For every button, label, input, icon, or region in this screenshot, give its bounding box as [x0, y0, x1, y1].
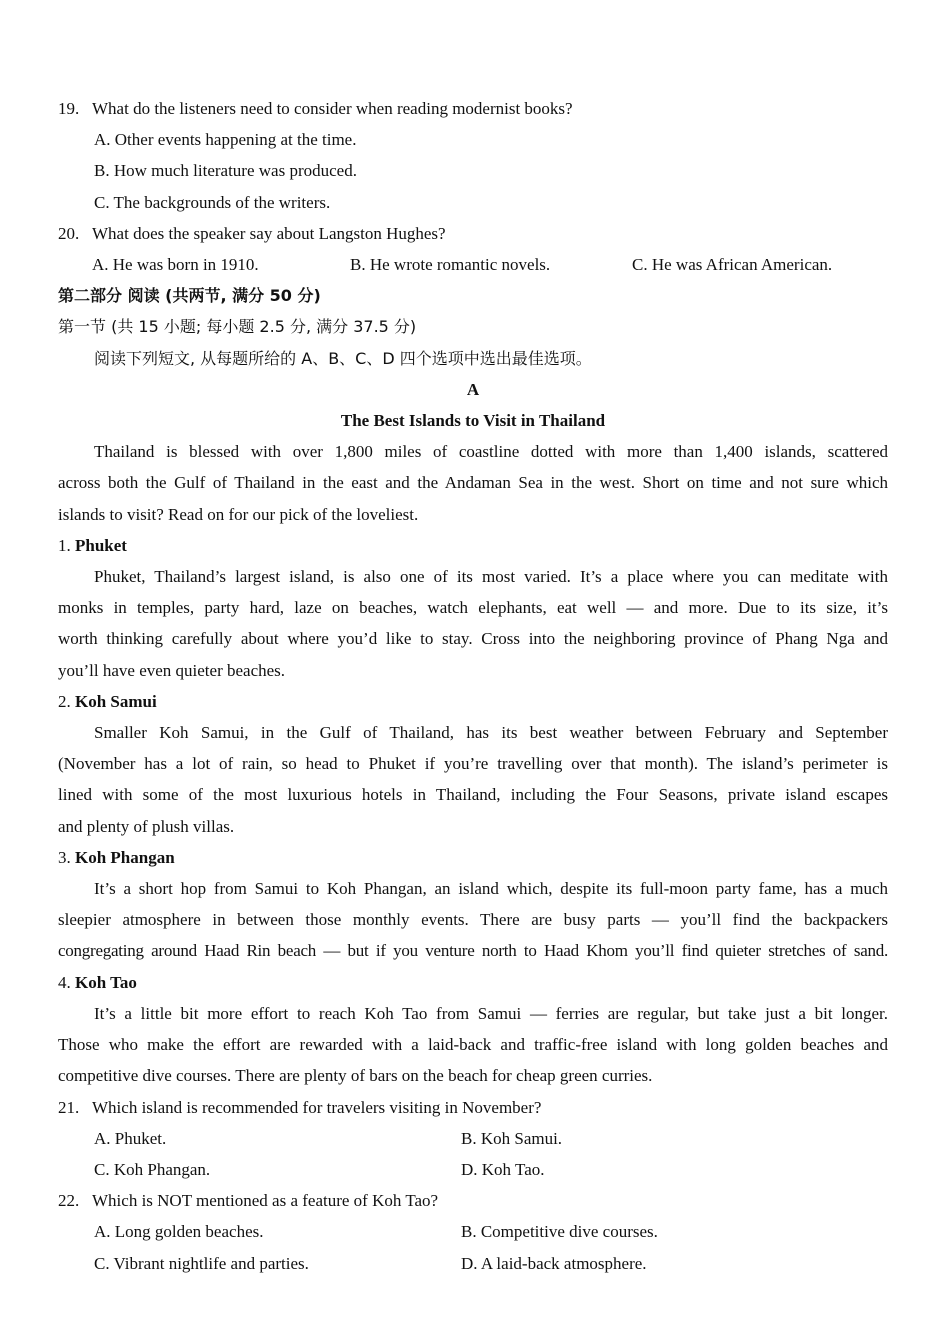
section-name: Koh Tao [75, 972, 137, 992]
section-heading-koh-phangan [58, 842, 888, 873]
question-22 [58, 1185, 888, 1216]
intro-line: islands to visit? Read on for our pick of the loveliest. [58, 504, 419, 524]
section-name: Phuket [75, 535, 127, 555]
q19-option-c: C. The backgrounds of the writers. [94, 192, 331, 212]
section-number: 3. [58, 847, 71, 867]
section-name: Koh Phangan [75, 847, 175, 867]
question-number: 19. [58, 99, 80, 118]
q20-option-a: A. He was born in 1910. [92, 255, 259, 275]
q20-option-c: C. He was African American. [632, 255, 833, 275]
question-number: 21. [58, 1097, 80, 1117]
q22-option-b: B. Competitive dive courses. [461, 1222, 658, 1242]
paragraph-line: monks in temples, party hard, laze on beaches, watch elephants, eat well — and more. Due to its size, it’s [58, 598, 888, 618]
q20-option-b: B. He wrote romantic novels. [350, 255, 551, 275]
question-text: What does the speaker say about Langston Hughes? [92, 223, 446, 243]
paragraph-line: lined with some of the most luxurious hotels in Thailand, including the Four Seasons, private island escapes [58, 785, 888, 805]
q21-option-b: B. Koh Samui. [461, 1128, 563, 1148]
question-text: What do the listeners need to consider when reading modernist books? [92, 99, 573, 118]
question-text: Which island is recommended for travelers visiting in November? [92, 1097, 542, 1117]
question-number: 20. [58, 223, 80, 243]
part2-title: 第二部分 阅读 (共两节, 满分 50 分) [58, 286, 321, 306]
q20-options [58, 249, 888, 280]
q19-option-a: A. Other events happening at the time. [94, 130, 357, 150]
paragraph-line: Those who make the effort are rewarded with a laid-back and traffic-free island with long golden beaches and [58, 1035, 888, 1055]
paragraph-line: you’ll have even quieter beaches. [58, 660, 286, 680]
intro-paragraph [58, 436, 888, 530]
q21-options-row-2 [58, 1154, 888, 1185]
paragraph-line: Smaller Koh Samui, in the Gulf of Thailand, has its best weather between February and September [94, 723, 888, 743]
paragraph-line: (November has a lot of rain, so head to Phuket if you’re travelling over that month). The island’s perimeter is [58, 754, 888, 774]
q22-option-a: A. Long golden beaches. [94, 1222, 264, 1242]
q22-option-d: D. A laid-back atmosphere. [461, 1253, 647, 1273]
q19-option-b: B. How much literature was produced. [94, 161, 357, 181]
question-21 [58, 1092, 888, 1123]
section-number: 4. [58, 972, 71, 992]
instructions: 阅读下列短文, 从每题所给的 A、B、C、D 四个选项中选出最佳选项。 [94, 348, 592, 368]
paragraph-line: Phuket, Thailand’s largest island, is also one of its most varied. It’s a place where you can meditate with [94, 567, 888, 587]
paragraph-line: worth thinking carefully about where you’d like to stay. Cross into the neighboring province of Phang Nga and [58, 629, 888, 649]
question-20 [58, 218, 888, 249]
section-name: Koh Samui [75, 691, 157, 711]
intro-line: Thailand is blessed with over 1,800 miles of coastline dotted with more than 1,400 islands, scattered [94, 442, 888, 462]
passage-label: A [466, 379, 480, 399]
passage-title: The Best Islands to Visit in Thailand [340, 411, 606, 431]
section-number: 2. [58, 691, 71, 711]
section-number: 1. [58, 535, 71, 555]
section-heading-koh-samui [58, 686, 888, 717]
paragraph-line: It’s a short hop from Samui to Koh Phangan, an island which, despite its full-moon party fame, has a much [94, 879, 888, 899]
intro-line: across both the Gulf of Thailand in the east and the Andaman Sea in the west. Short on time and not sure which [58, 473, 888, 493]
q22-option-c: C. Vibrant nightlife and parties. [94, 1253, 309, 1273]
question-19 [58, 93, 888, 124]
q21-option-c: C. Koh Phangan. [94, 1159, 211, 1179]
section-heading-koh-tao [58, 967, 888, 998]
q22-options-row-2 [58, 1248, 888, 1279]
question-text: Which is NOT mentioned as a feature of Koh Tao? [92, 1191, 439, 1211]
q21-option-d: D. Koh Tao. [461, 1159, 545, 1179]
exam-page [58, 93, 888, 1279]
q22-options-row-1 [58, 1216, 888, 1247]
q21-options-row-1 [58, 1123, 888, 1154]
question-number: 22. [58, 1191, 80, 1211]
section1-title: 第一节 (共 15 小题; 每小题 2.5 分, 满分 37.5 分) [58, 317, 417, 337]
section-heading-phuket [58, 530, 888, 561]
q21-option-a: A. Phuket. [94, 1128, 167, 1148]
paragraph-line: sleepier atmosphere in between those monthly events. There are busy parts — you’ll find the backpackers [58, 910, 888, 930]
paragraph-line: congregating around Haad Rin beach — but if you venture north to Haad Khom you’ll find quieter stretches of sand. [58, 941, 888, 961]
paragraph-line: It’s a little bit more effort to reach Koh Tao from Samui — ferries are regular, but take just a bit longer. [94, 1003, 888, 1023]
paragraph-line: competitive dive courses. There are plenty of bars on the beach for cheap green curries. [58, 1066, 653, 1086]
paragraph-line: and plenty of plush villas. [58, 816, 235, 836]
